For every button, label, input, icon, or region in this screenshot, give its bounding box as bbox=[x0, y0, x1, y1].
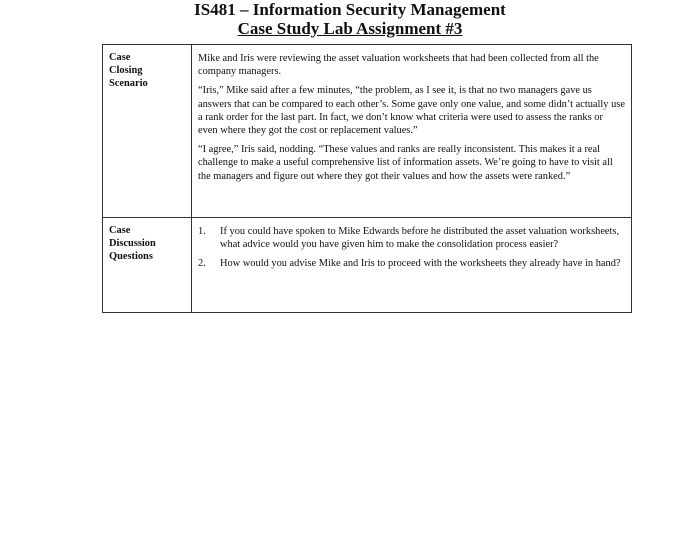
question-number: 2. bbox=[198, 258, 206, 270]
scenario-row bbox=[103, 45, 632, 218]
document-subtitle: Case Study Lab Assignment #3 bbox=[237, 19, 463, 38]
scenario-paragraph: “I agree,” Iris said, nodding. “These values and ranks are really inconsistent. This makes it a real challenge to make a useful comprehensive list of information assets. We’re going to have to visit all the managers and figure out where they got their values and how the assets were ranked.” bbox=[198, 144, 613, 182]
scenario-label bbox=[103, 45, 192, 218]
questions-label-line: Case bbox=[109, 225, 131, 236]
questions-content bbox=[192, 218, 632, 313]
document-header bbox=[0, 0, 700, 38]
scenario-paragraph: “Iris,” Mike said after a few minutes, “the problem, as I see it, is that no two managers gave us answers that can be compared to each other’s. Some gave only one value, and some didn’t actually use a rank order for the last part. In fact, we don’t know what criteria were used to assess the ranks or even where they got the cost or replacement values.” bbox=[198, 85, 625, 137]
question-text: If you could have spoken to Mike Edwards before he distributed the asset valuation worksheets, what advice would you have given him to make the consolidation process easier? bbox=[220, 226, 620, 251]
questions-label-line: Questions bbox=[109, 251, 153, 263]
case-study-table bbox=[102, 44, 632, 313]
scenario-label-line: Scenario bbox=[109, 78, 148, 90]
scenario-paragraph: Mike and Iris were reviewing the asset valuation worksheets that had been collected from all the company managers. bbox=[198, 53, 599, 78]
question-number: 1. bbox=[198, 226, 206, 237]
questions-label bbox=[103, 218, 192, 313]
question-item bbox=[198, 225, 625, 251]
questions-label-line: Discussion bbox=[109, 238, 156, 250]
scenario-label-line: Closing bbox=[109, 65, 143, 77]
question-list bbox=[198, 225, 625, 271]
scenario-content bbox=[192, 45, 632, 218]
scenario-label-line: Case bbox=[109, 52, 131, 63]
question-item bbox=[198, 257, 625, 270]
questions-row bbox=[103, 218, 632, 313]
question-text: How would you advise Mike and Iris to proceed with the worksheets they already have in hand? bbox=[220, 258, 621, 270]
document-title: IS481 – Information Security Management bbox=[194, 0, 506, 19]
